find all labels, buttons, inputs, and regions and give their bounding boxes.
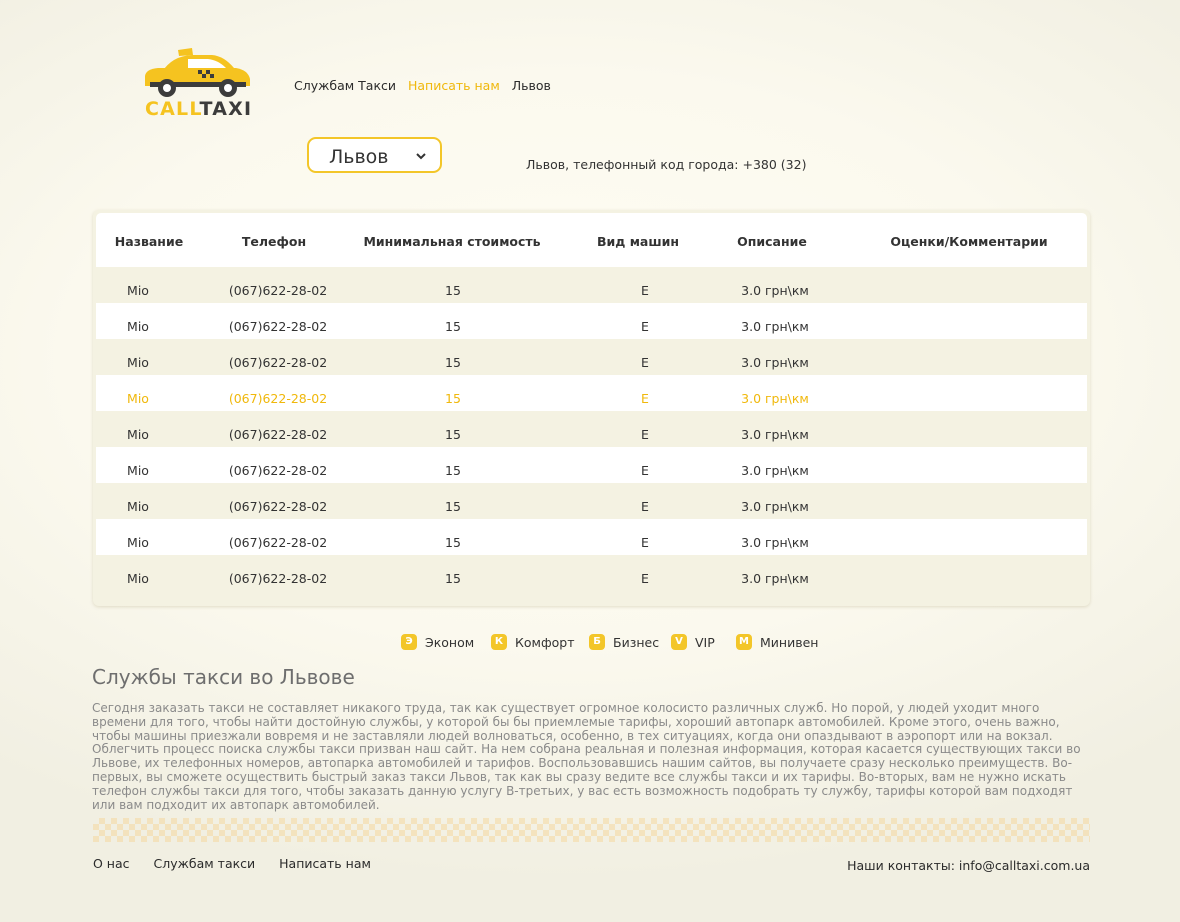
cell-description: 3.0 грн\км bbox=[741, 463, 809, 478]
legend-badge-minivan: М bbox=[736, 634, 752, 650]
footer-contacts[interactable]: Наши контакты: info@calltaxi.com.ua bbox=[847, 858, 1090, 873]
legend-label-vip: VIP bbox=[695, 634, 715, 650]
cell-description: 3.0 грн\км bbox=[741, 391, 809, 406]
cell-car-type: E bbox=[641, 499, 649, 514]
chevron-down-icon bbox=[416, 153, 426, 160]
cell-description: 3.0 грн\км bbox=[741, 355, 809, 370]
cell-phone: (067)622-28-02 bbox=[228, 427, 328, 442]
cell-min-cost: 15 bbox=[445, 391, 461, 406]
cell-description: 3.0 грн\км bbox=[741, 319, 809, 334]
cell-car-type: E bbox=[641, 571, 649, 586]
calltaxi-logo[interactable] bbox=[142, 46, 254, 122]
column-header-phone[interactable]: Телефон bbox=[241, 234, 307, 249]
cell-min-cost: 15 bbox=[445, 427, 461, 442]
logo-wordmark: CALLTAXI bbox=[145, 98, 253, 120]
cell-car-type: E bbox=[641, 355, 649, 370]
cell-min-cost: 15 bbox=[445, 571, 461, 586]
cell-car-type: E bbox=[641, 283, 649, 298]
footer-link-write-us[interactable]: Написать нам bbox=[279, 856, 371, 871]
cell-phone: (067)622-28-02 bbox=[228, 571, 328, 586]
nav-city-lviv[interactable]: Львов bbox=[511, 78, 551, 93]
table-row[interactable] bbox=[96, 339, 1087, 375]
cell-car-type: E bbox=[641, 535, 649, 550]
cell-car-type: E bbox=[641, 427, 649, 442]
legend-label-comfort: Комфорт bbox=[515, 634, 575, 650]
cell-phone: (067)622-28-02 bbox=[228, 283, 328, 298]
cell-min-cost: 15 bbox=[445, 283, 461, 298]
cell-car-type: E bbox=[641, 319, 649, 334]
table-row[interactable] bbox=[96, 303, 1087, 339]
footer-link-about[interactable]: О нас bbox=[93, 856, 130, 871]
cell-description: 3.0 грн\км bbox=[741, 535, 809, 550]
cell-phone: (067)622-28-02 bbox=[228, 463, 328, 478]
cell-description: 3.0 грн\км bbox=[741, 283, 809, 298]
city-select-value: Львов bbox=[329, 146, 389, 168]
cell-phone: (067)622-28-02 bbox=[228, 535, 328, 550]
legend-badge-economy: Э bbox=[401, 634, 417, 650]
section-title: Службы такси во Львове bbox=[92, 665, 355, 689]
cell-car-type: E bbox=[641, 463, 649, 478]
table-header bbox=[96, 213, 1087, 267]
table-row-highlighted[interactable] bbox=[96, 375, 1087, 411]
legend-label-minivan: Минивен bbox=[760, 634, 819, 650]
cell-name: Mio bbox=[127, 499, 149, 514]
cell-description: 3.0 грн\км bbox=[741, 427, 809, 442]
legend-item-minivan bbox=[736, 634, 818, 650]
footer-navigation bbox=[93, 856, 391, 871]
legend-item-vip bbox=[671, 634, 715, 650]
cell-name: Mio bbox=[127, 427, 149, 442]
cell-phone: (067)622-28-02 bbox=[228, 355, 328, 370]
cell-phone: (067)622-28-02 bbox=[228, 319, 328, 334]
cell-description: 3.0 грн\км bbox=[741, 499, 809, 514]
cell-name: Mio bbox=[127, 319, 149, 334]
cell-name: Mio bbox=[127, 463, 149, 478]
column-header-name[interactable]: Название bbox=[114, 234, 184, 249]
legend-badge-comfort: К bbox=[491, 634, 507, 650]
cell-phone: (067)622-28-02 bbox=[228, 391, 328, 406]
cell-min-cost: 15 bbox=[445, 499, 461, 514]
top-navigation bbox=[294, 78, 559, 93]
legend-label-economy: Эконом bbox=[425, 634, 475, 650]
cell-description: 3.0 грн\км bbox=[741, 571, 809, 586]
nav-write-us[interactable]: Написать нам bbox=[407, 78, 500, 93]
cell-name: Mio bbox=[127, 283, 149, 298]
cell-min-cost: 15 bbox=[445, 535, 461, 550]
legend-label-business: Бизнес bbox=[613, 634, 660, 650]
column-header-description[interactable]: Описание bbox=[737, 234, 807, 249]
cell-car-type: E bbox=[641, 391, 649, 406]
nav-taxi-services[interactable]: Службам Такси bbox=[294, 78, 396, 93]
table-row[interactable] bbox=[96, 519, 1087, 555]
table-row[interactable] bbox=[96, 267, 1087, 303]
checker-divider bbox=[93, 818, 1090, 842]
legend-item-economy bbox=[401, 634, 474, 650]
city-phone-code: Львов, телефонный код города: +380 (32) bbox=[526, 157, 807, 172]
footer-link-taxi-services[interactable]: Службам такси bbox=[153, 856, 256, 871]
cell-name: Mio bbox=[127, 535, 149, 550]
section-description: Сегодня заказать такси не составляет никакого труда, так как существует огромное колосисто различных служб. Но порой, у людей уходит много времени для того, чтобы найти достойную службы, у которой бы бы приемлемые тарифы, хороший автопарк автомобилей. Кроме этого, очень важно, чтобы машины приезжали вовремя и не заставляли людей волноваться, особенно, в тех ситуациях, когда они опаздывают в аэропорт или на вокзал. Облегчить процесс поиска службы такси призван наш сайт. На нем собрана реальная и полезная информация, которая касается существующих такси во Львове, их телефонных номеров, автопарка автомобилей и тарифов. Воспользовавшись нашим сайтов, вы получаете сразу несколько преимуществ. Во-первых, вы сможете осуществить быстрый заказ такси Львов, так как вы сразу ведите все службы такси и их тарифы. Во-вторых, вам не нужно искать телефон службы такси для того, чтобы заказать данную услугу В-третьих, у вас есть возможность подобрать ту службу, тарифы которой вам подходят или вам подходит их автопарк автомобилей. bbox=[92, 701, 1081, 812]
city-select[interactable] bbox=[307, 137, 442, 173]
cell-min-cost: 15 bbox=[445, 319, 461, 334]
cell-min-cost: 15 bbox=[445, 355, 461, 370]
cell-min-cost: 15 bbox=[445, 463, 461, 478]
cell-name: Mio bbox=[127, 571, 149, 586]
cell-name: Mio bbox=[127, 391, 149, 406]
legend-item-comfort bbox=[491, 634, 575, 650]
legend-badge-business: Б bbox=[589, 634, 605, 650]
table-row[interactable] bbox=[96, 411, 1087, 447]
column-header-min-cost[interactable]: Минимальная стоимость bbox=[363, 234, 541, 249]
cell-phone: (067)622-28-02 bbox=[228, 499, 328, 514]
legend-item-business bbox=[589, 634, 659, 650]
table-row[interactable] bbox=[96, 555, 1087, 591]
cell-name: Mio bbox=[127, 355, 149, 370]
table-row[interactable] bbox=[96, 483, 1087, 519]
legend-badge-vip: V bbox=[671, 634, 687, 650]
taxi-car-icon bbox=[142, 46, 254, 100]
column-header-ratings[interactable]: Оценки/Комментарии bbox=[890, 234, 1048, 249]
table-body bbox=[96, 267, 1087, 591]
car-type-legend bbox=[0, 634, 1180, 654]
taxi-services-table bbox=[93, 210, 1090, 606]
column-header-car-type[interactable]: Вид машин bbox=[596, 234, 680, 249]
table-row[interactable] bbox=[96, 447, 1087, 483]
